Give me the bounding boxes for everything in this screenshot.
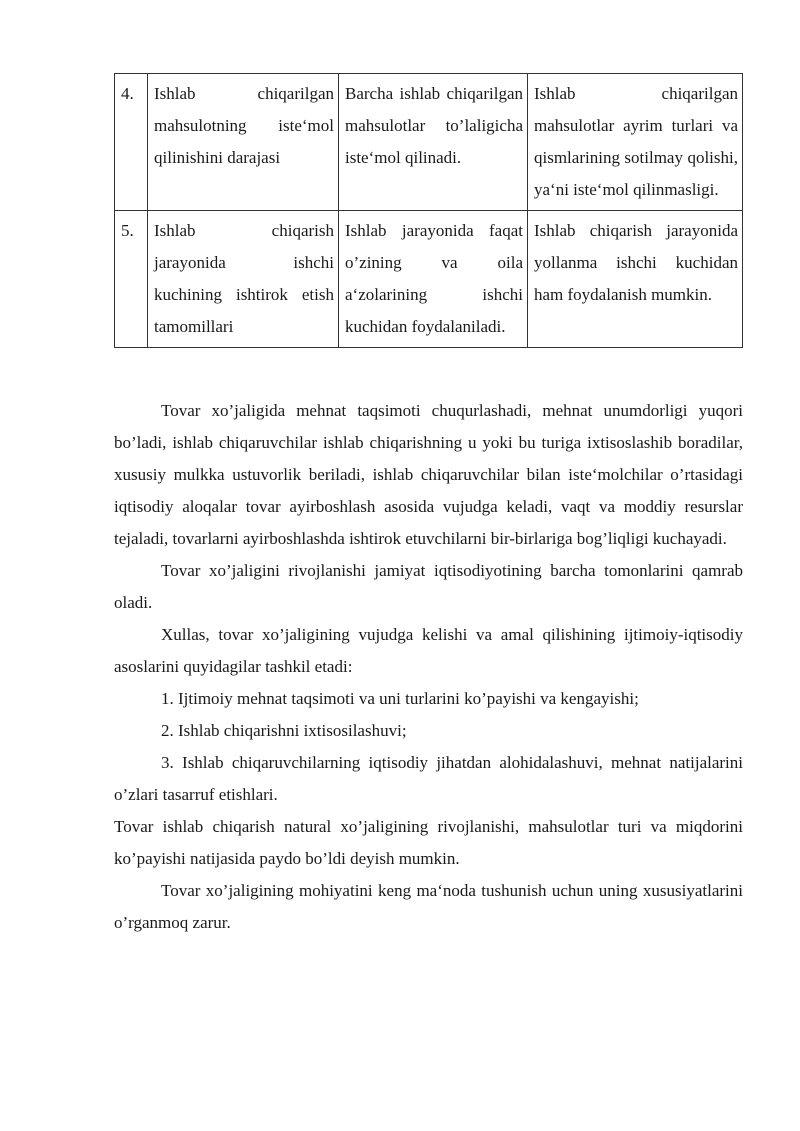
- paragraph: Xullas, tovar xo’jaligining vujudga kelishi va amal qilishining ijtimoiy-iqtisodiy asoslarini quyidagilar tashkil etadi:: [114, 625, 743, 676]
- paragraph: Tovar xo’jaligini rivojlanishi jamiyat iqtisodiyotining barcha tomonlarini qamrab oladi.: [114, 561, 743, 612]
- table-cell-commodity-economy: Ishlab chiqarish jarayonida yollanma ishchi kuchidan ham foydalanish mumkin.: [528, 211, 743, 348]
- table-cell-natural-economy: Barcha ishlab chiqarilgan mahsulotlar to’laligicha iste‘mol qilinadi.: [339, 74, 528, 211]
- list-item: 2. Ishlab chiqarishni ixtisosilashuvi;: [161, 721, 407, 740]
- table-row: [115, 211, 743, 348]
- body-text: [114, 395, 743, 939]
- comparison-table: [114, 73, 743, 348]
- table-cell-natural-economy: Ishlab jarayonida faqat o’zining va oila a‘zolarining ishchi kuchidan foydalaniladi.: [339, 211, 528, 348]
- list-item: 1. Ijtimoiy mehnat taqsimoti va uni turlarini ko’payishi va kengayishi;: [161, 689, 639, 708]
- table-cell-commodity-economy: Ishlab chiqarilgan mahsulotlar ayrim turlari va qismlarining sotilmay qolishi, ya‘ni iste‘mol qilinmasligi.: [528, 74, 743, 211]
- row-number: 4.: [115, 74, 148, 211]
- table-row: [115, 74, 743, 211]
- paragraph: Tovar xo’jaligida mehnat taqsimoti chuqurlashadi, mehnat unumdorligi yuqori bo’ladi, ishlab chiqaruvchilar ishlab chiqarishning u yoki bu turiga ixtisoslashib boradilar, xususiy mulkka ustuvorlik beriladi, ishlab chiqaruvchilar bilan iste‘molchilar o’rtasidagi iqtisodiy aloqalar tovar ayirboshlash asosida vujudga keladi, vaqt va moddiy resurslar tejaladi, tovarlarni ayirboshlashda ishtirok etuvchilarni bir-birlariga bog’liqligi kuchayadi.: [114, 401, 743, 548]
- list-item: 3. Ishlab chiqaruvchilarning iqtisodiy jihatdan alohidalashuvi, mehnat natijalarini o’zlari tasarruf etishlari.: [114, 753, 743, 804]
- row-number: 5.: [115, 211, 148, 348]
- paragraph: Tovar ishlab chiqarish natural xo’jaligining rivojlanishi, mahsulotlar turi va miqdorini ko’payishi natijasida paydo bo’ldi deyish mumkin.: [114, 817, 743, 868]
- paragraph: Tovar xo’jaligining mohiyatini keng ma‘noda tushunish uchun uning xususiyatlarini o’rganmoq zarur.: [114, 881, 743, 932]
- table-cell-criterion: Ishlab chiqarilgan mahsulotning iste‘mol qilinishini darajasi: [148, 74, 339, 211]
- table-cell-criterion: Ishlab chiqarish jarayonida ishchi kuchining ishtirok etish tamomillari: [148, 211, 339, 348]
